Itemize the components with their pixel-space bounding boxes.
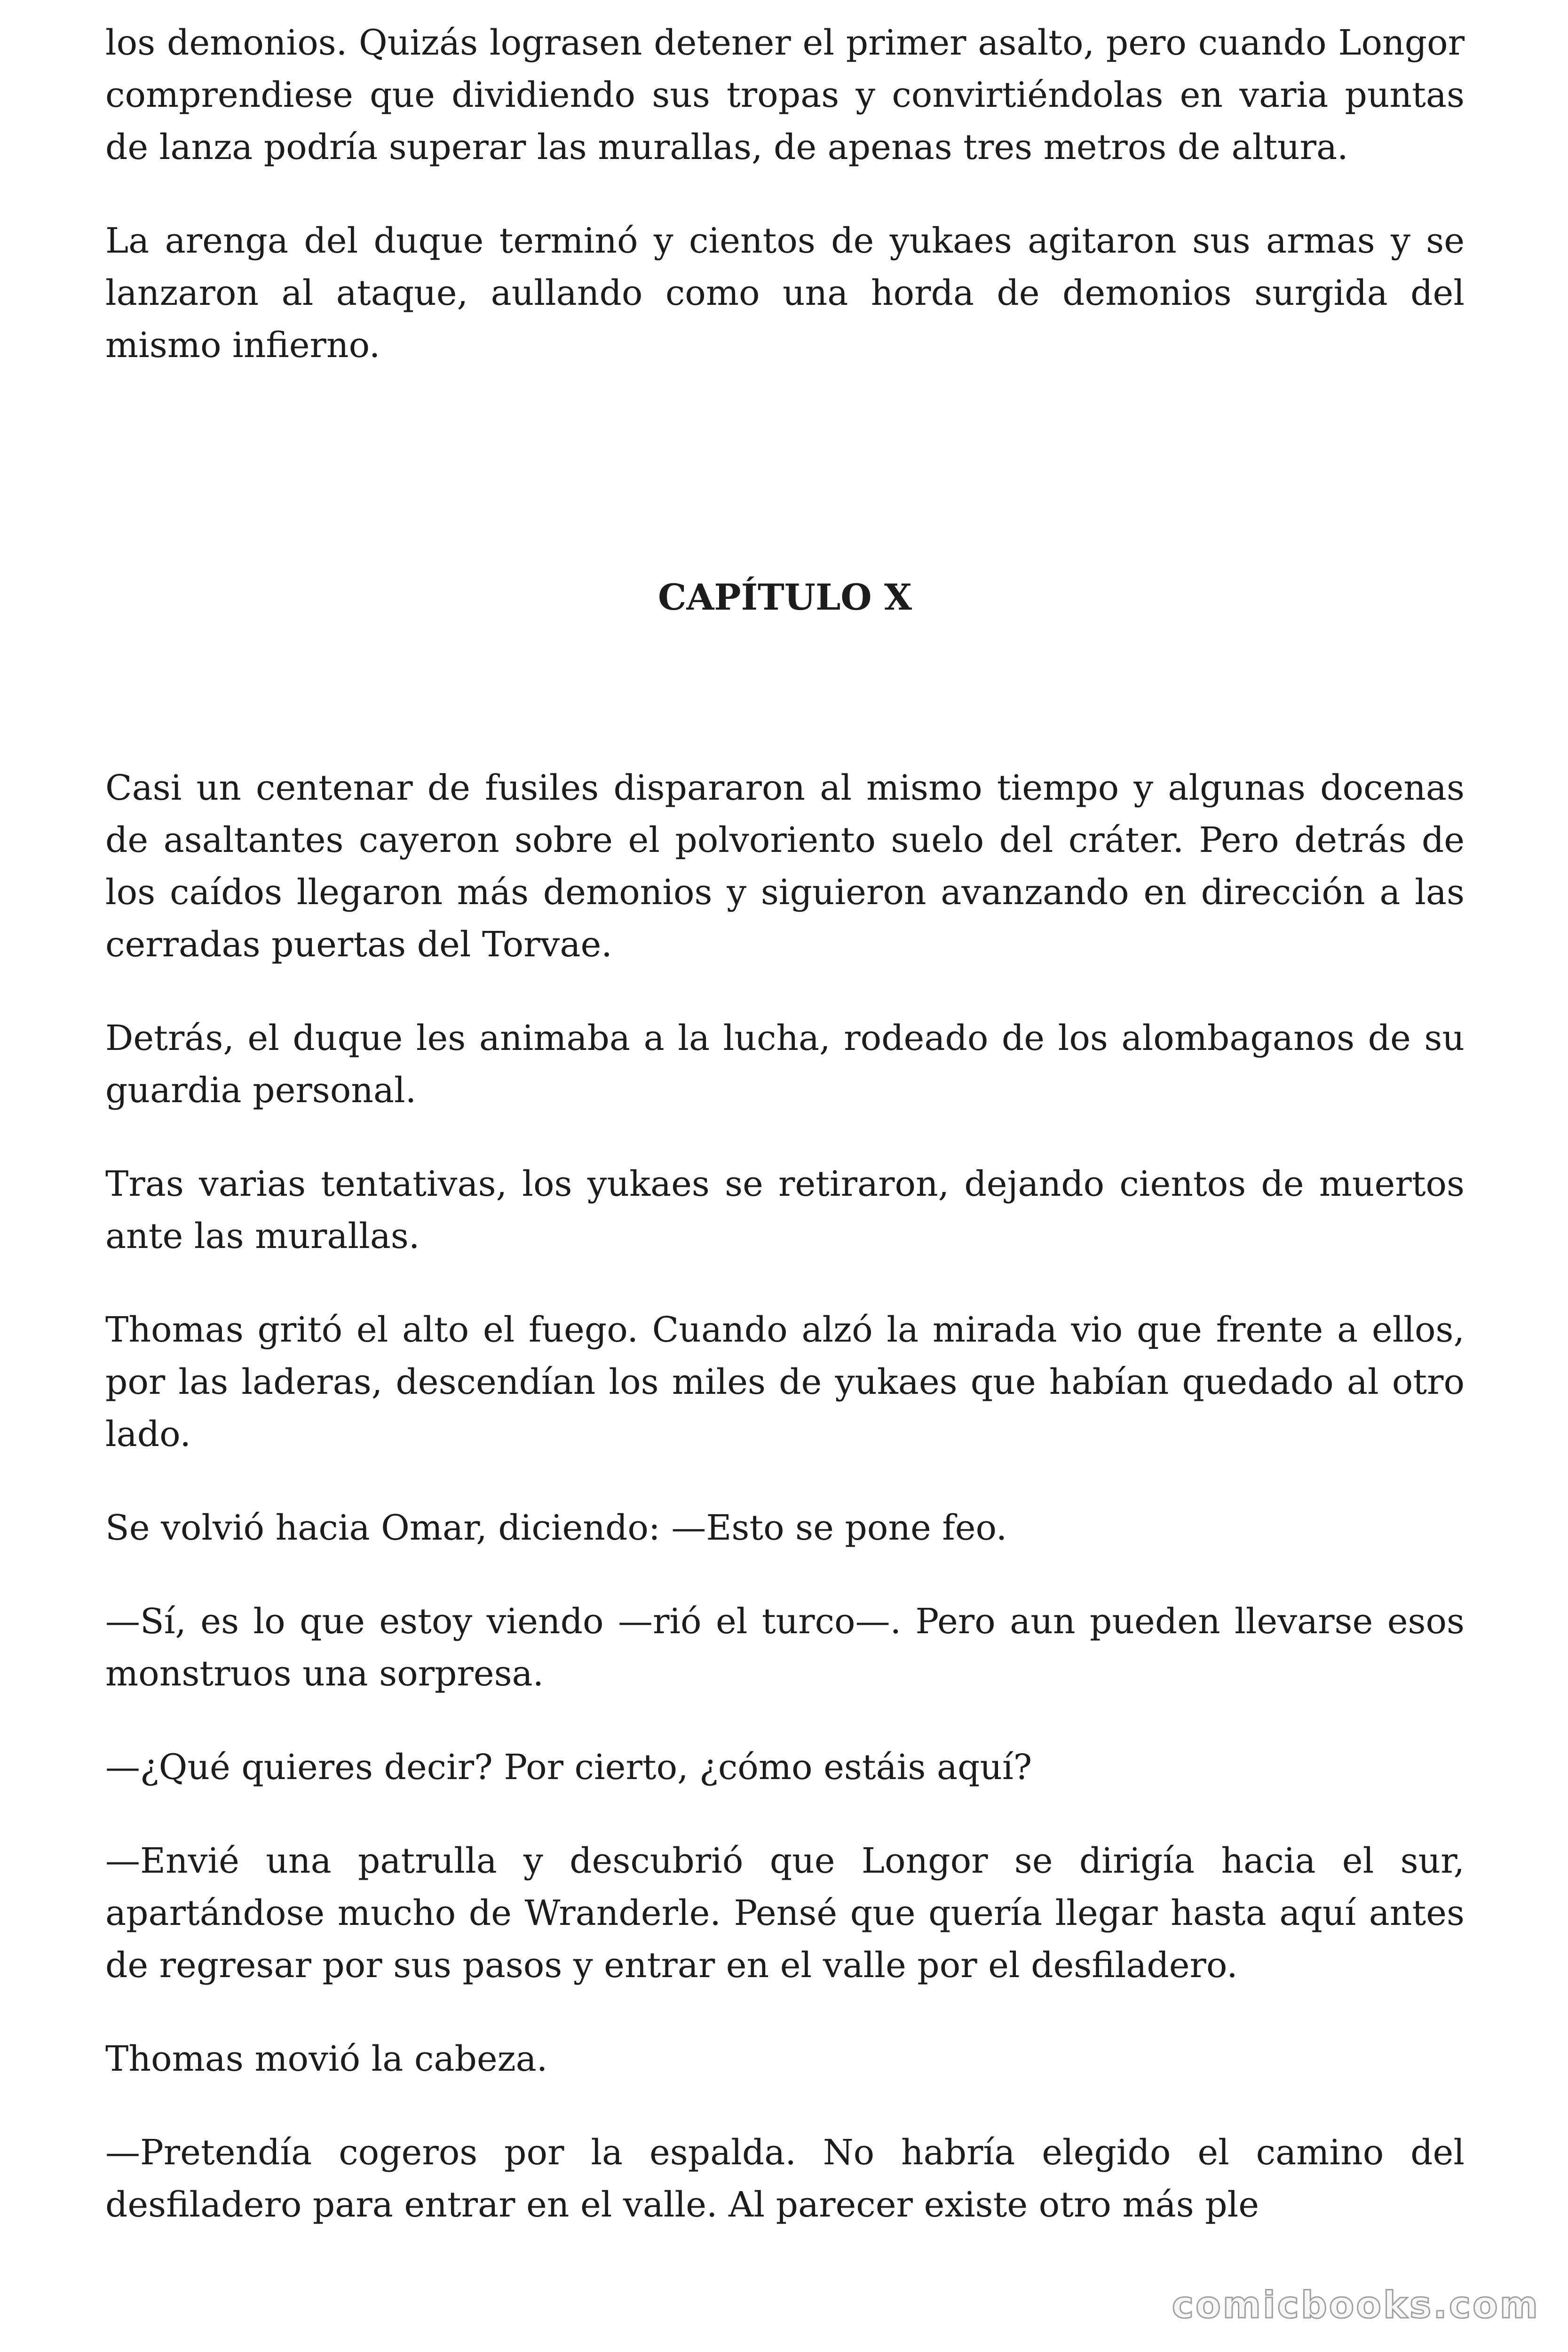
- paragraph-1: los demonios. Quizás lograsen detener el primer asalto, pero cuando Longor comprendiese que dividiendo sus tropas y convirtiéndolas en varia puntas de lanza podría superar las murallas, de apenas tres metros de altura.: [105, 23, 1465, 167]
- chapter-spacer-bottom: [105, 621, 1465, 762]
- paragraph-3: Casi un centenar de fusiles dispararon al mismo tiempo y algunas docenas de asaltantes cayeron sobre el polvoriento suelo del cráter. Pero detrás de los caídos llegaron más demonios y siguieron avanzando en dirección a las cerradas puertas del Torvae.: [105, 768, 1465, 965]
- paragraph-6: Thomas gritó el alto el fuego. Cuando alzó la mirada vio que frente a ellos, por las laderas, descendían los miles de yukaes que habían quedado al otro lado.: [105, 1310, 1465, 1454]
- paragraph-8: —Sí, es lo que estoy viendo —rió el turco—. Pero aun pueden llevarse esos monstruos una sorpresa.: [105, 1601, 1465, 1694]
- paragraph-11: Thomas movió la cabeza.: [105, 2039, 548, 2079]
- paragraph-9: —¿Qué quieres decir? Por cierto, ¿cómo estáis aquí?: [105, 1747, 1032, 1788]
- paragraph-5: Tras varias tentativas, los yukaes se retiraron, dejando cientos de muertos ante las murallas.: [105, 1164, 1465, 1256]
- paragraph-4: Detrás, el duque les animaba a la lucha, rodeado de los alombaganos de su guardia personal.: [105, 1018, 1465, 1111]
- chapter-title: CAPÍTULO X: [657, 576, 912, 618]
- paragraph-2: La arenga del duque terminó y cientos de yukaes agitaron sus armas y se lanzaron al ataque, aullando como una horda de demonios surgida del mismo infierno.: [105, 221, 1465, 366]
- paragraph-12: —Pretendía cogeros por la espalda. No habría elegido el camino del desfiladero para entrar en el valle. Al parecer existe otro más ple: [105, 2132, 1465, 2225]
- paragraph-10: —Envié una patrulla y descubrió que Longor se dirigía hacia el sur, apartándose mucho de Wranderle. Pensé que quería llegar hasta aquí antes de regresar por sus pasos y entrar en el valle por el desfiladero.: [105, 1841, 1465, 1986]
- paragraph-7: Se volvió hacia Omar, diciendo: —Esto se pone feo.: [105, 1508, 1007, 1548]
- watermark-logo: comicbooks.com: [1172, 2284, 1540, 2327]
- page-content: [105, 17, 1465, 2231]
- chapter-spacer-top: [105, 372, 1465, 574]
